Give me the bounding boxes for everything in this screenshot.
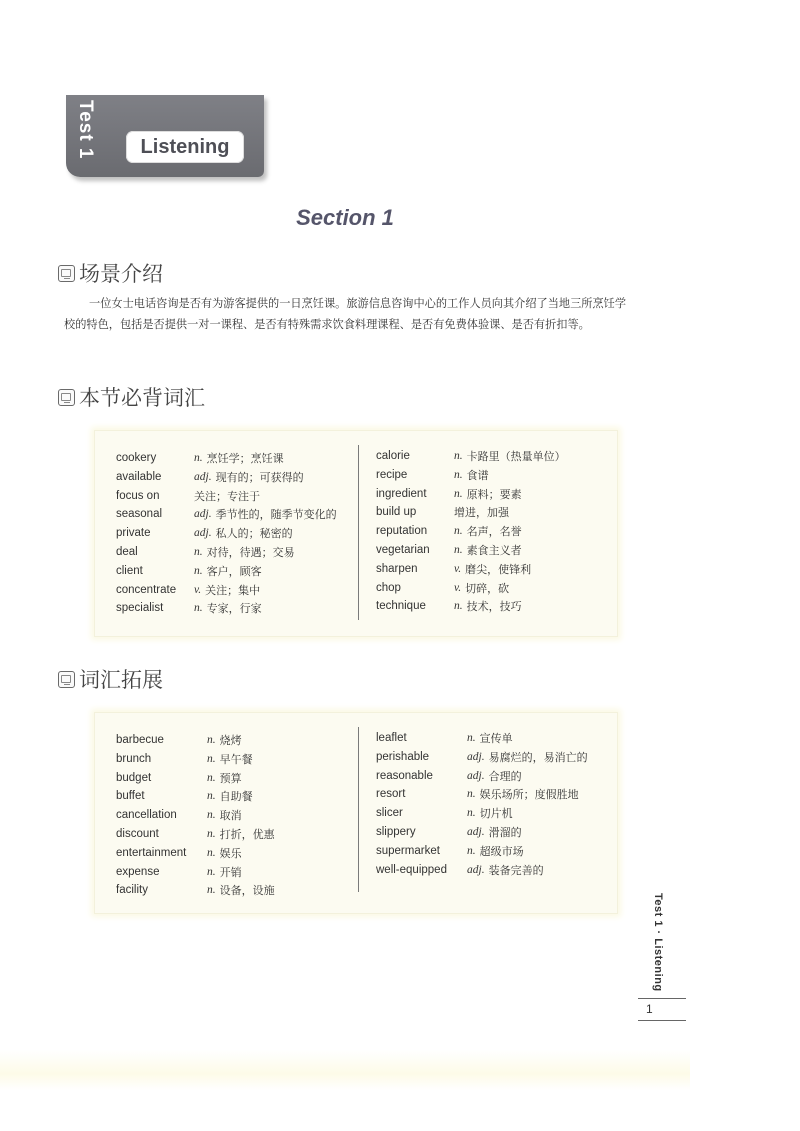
vocab-meaning: 现有的；可获得的 bbox=[215, 470, 304, 484]
vocab-word: seasonal bbox=[116, 508, 163, 521]
book-icon bbox=[58, 389, 75, 406]
vocab-meaning: 滑溜的 bbox=[488, 826, 522, 839]
vocab-definition bbox=[454, 466, 489, 484]
vocab-meaning: 卡路里（热量单位） bbox=[466, 450, 566, 463]
vocab-meaning: 名声，名誉 bbox=[466, 525, 522, 539]
vocab-definition bbox=[207, 844, 242, 862]
page-number-rule bbox=[638, 998, 686, 999]
vocab-meaning: 早午餐 bbox=[219, 752, 253, 766]
core-vocab-heading bbox=[58, 382, 205, 412]
vocab-meaning: 娱乐场所；度假胜地 bbox=[479, 788, 579, 802]
vocab-definition bbox=[467, 804, 513, 822]
vocab-definition bbox=[207, 863, 242, 881]
part-of-speech: adj. bbox=[467, 769, 485, 782]
vocab-definition bbox=[194, 581, 260, 599]
part-of-speech: n. bbox=[454, 450, 463, 462]
vocab-definition bbox=[467, 767, 522, 785]
vocab-word: reputation bbox=[376, 525, 428, 538]
vocab-word: ingredient bbox=[376, 487, 427, 500]
vocab-definition bbox=[207, 731, 242, 749]
vocab-word: deal bbox=[116, 546, 138, 558]
vocab-definition bbox=[207, 750, 253, 768]
part-of-speech: n. bbox=[207, 752, 216, 765]
vocab-word: barbecue bbox=[116, 734, 164, 746]
scene-intro-text: 一位女士电话咨询是否有为游客提供的一日烹饪课。旅游信息咨询中心的工作人员向其介绍了当地三所烹饪学校的特色，包括是否提供一对一课程、是否有特殊需求饮食料理课程、是否有免费体验课、是否有折扣等。 bbox=[64, 297, 627, 331]
document-icon bbox=[58, 265, 75, 282]
part-of-speech: n. bbox=[207, 809, 216, 822]
part-of-speech: n. bbox=[207, 790, 216, 803]
part-of-speech: n. bbox=[207, 828, 216, 840]
vocab-meaning: 预算 bbox=[219, 771, 242, 785]
vocab-meaning: 烹饪学；烹饪课 bbox=[206, 452, 284, 465]
vocab-definition bbox=[467, 729, 513, 747]
vocab-definition bbox=[454, 522, 522, 540]
part-of-speech: n. bbox=[467, 788, 476, 801]
vocab-word: brunch bbox=[116, 752, 152, 765]
part-of-speech: n. bbox=[207, 865, 216, 878]
page-number: 1 bbox=[646, 1002, 653, 1016]
vocab-word: perishable bbox=[376, 750, 430, 763]
vocab-meaning: 原料；要素 bbox=[466, 487, 522, 501]
vocab-word: leaflet bbox=[376, 732, 407, 744]
part-of-speech: n. bbox=[454, 544, 463, 556]
vocab-word: client bbox=[116, 564, 143, 577]
vocab-word: private bbox=[116, 527, 151, 540]
vocab-definition bbox=[207, 769, 242, 787]
column-divider bbox=[358, 445, 359, 620]
vocab-meaning: 开销 bbox=[219, 865, 242, 879]
vocab-definition bbox=[454, 560, 531, 578]
vocab-meaning: 烧烤 bbox=[219, 734, 242, 747]
vocab-definition bbox=[467, 823, 522, 841]
column-divider bbox=[358, 727, 359, 892]
page-bottom-tint bbox=[0, 1050, 690, 1090]
vocab-word: entertainment bbox=[116, 846, 187, 859]
part-of-speech: adj. bbox=[194, 470, 212, 483]
vocab-meaning: 食谱 bbox=[466, 468, 489, 482]
part-of-speech: adj. bbox=[467, 826, 485, 838]
vocab-meaning: 娱乐 bbox=[219, 846, 242, 860]
part-of-speech: n. bbox=[194, 602, 203, 615]
vocab-meaning: 私人的；秘密的 bbox=[215, 527, 293, 541]
vocab-definition bbox=[454, 503, 509, 521]
extended-vocab-box bbox=[94, 712, 618, 914]
part-of-speech: adj. bbox=[467, 750, 485, 763]
part-of-speech: n. bbox=[194, 564, 203, 577]
vocab-word: resort bbox=[376, 788, 406, 801]
vocab-definition bbox=[467, 861, 544, 879]
vocab-word: buffet bbox=[116, 790, 145, 803]
part-of-speech: n. bbox=[194, 546, 203, 558]
vocab-meaning: 设备，设施 bbox=[219, 884, 275, 898]
vocab-word: expense bbox=[116, 865, 160, 878]
vocab-definition bbox=[194, 562, 262, 580]
part-of-speech: n. bbox=[454, 600, 463, 613]
part-of-speech: n. bbox=[194, 452, 203, 464]
vocab-meaning: 超级市场 bbox=[479, 844, 524, 858]
listening-label: Listening bbox=[126, 131, 244, 163]
vocab-meaning: 自助餐 bbox=[219, 790, 253, 804]
page-number-rule bbox=[638, 1020, 686, 1021]
vocab-word: technique bbox=[376, 600, 426, 613]
vocab-meaning: 素食主义者 bbox=[466, 544, 522, 557]
part-of-speech: n. bbox=[207, 734, 216, 746]
vocab-word: chop bbox=[376, 581, 401, 594]
vocab-definition bbox=[194, 468, 304, 486]
scene-heading-text: 场景介绍 bbox=[79, 262, 163, 286]
vocab-definition bbox=[467, 785, 579, 803]
section-title: Section 1 bbox=[296, 205, 394, 230]
vocab-word: focus on bbox=[116, 489, 160, 502]
part-of-speech: v. bbox=[194, 583, 202, 596]
vocab-definition bbox=[194, 524, 293, 542]
scene-heading bbox=[58, 258, 163, 288]
vocab-meaning: 切片机 bbox=[479, 807, 513, 821]
part-of-speech: adj. bbox=[194, 527, 212, 540]
vocab-meaning: 关注；专注于 bbox=[194, 489, 260, 503]
vocab-definition bbox=[207, 881, 275, 899]
vocab-meaning: 打折，优惠 bbox=[219, 828, 275, 841]
vocab-word: supermarket bbox=[376, 844, 440, 857]
vocab-meaning: 对待，待遇；交易 bbox=[206, 546, 295, 559]
vocab-meaning: 切碎，砍 bbox=[465, 581, 510, 595]
part-of-speech: n. bbox=[454, 525, 463, 538]
vocab-meaning: 宣传单 bbox=[479, 732, 513, 745]
vocab-word: cancellation bbox=[116, 809, 177, 822]
part-of-speech: n. bbox=[467, 732, 476, 744]
part-of-speech: v. bbox=[454, 581, 462, 594]
vocab-definition bbox=[454, 485, 522, 503]
vocab-meaning: 易腐烂的，易消亡的 bbox=[488, 750, 588, 764]
vocab-definition bbox=[194, 599, 262, 617]
vocab-word: budget bbox=[116, 771, 152, 784]
vocab-word: specialist bbox=[116, 602, 164, 615]
part-of-speech: n. bbox=[207, 884, 216, 897]
vocab-definition bbox=[194, 487, 260, 505]
vocab-word: cookery bbox=[116, 452, 157, 464]
test-label: Test 1 bbox=[75, 100, 96, 160]
vocab-word: well-equipped bbox=[376, 863, 447, 876]
vocab-meaning: 客户，顾客 bbox=[206, 564, 262, 578]
vocab-word: calorie bbox=[376, 450, 410, 462]
vocab-word: sharpen bbox=[376, 562, 418, 575]
part-of-speech: n. bbox=[207, 771, 216, 784]
vocab-meaning: 专家，行家 bbox=[206, 602, 262, 616]
part-of-speech: adj. bbox=[467, 863, 485, 876]
vocab-definition bbox=[467, 842, 524, 860]
vocab-meaning: 增进，加强 bbox=[454, 506, 509, 520]
vocab-word: discount bbox=[116, 828, 159, 840]
vocab-meaning: 季节性的，随季节变化的 bbox=[215, 508, 337, 522]
part-of-speech: adj. bbox=[194, 508, 212, 521]
vocab-meaning: 取消 bbox=[219, 809, 242, 823]
book-icon bbox=[58, 671, 75, 688]
side-running-label: Test 1 · Listening bbox=[652, 893, 664, 992]
vocab-word: available bbox=[116, 470, 162, 483]
vocab-word: concentrate bbox=[116, 583, 177, 596]
vocab-word: vegetarian bbox=[376, 544, 430, 556]
vocab-definition bbox=[454, 541, 522, 559]
vocab-word: reasonable bbox=[376, 769, 433, 782]
vocab-definition bbox=[454, 579, 509, 597]
vocab-meaning: 合理的 bbox=[488, 769, 522, 783]
vocab-word: recipe bbox=[376, 468, 408, 481]
vocab-definition bbox=[454, 447, 566, 465]
part-of-speech: n. bbox=[467, 807, 476, 820]
extended-vocab-heading bbox=[58, 664, 163, 694]
vocab-word: slicer bbox=[376, 807, 403, 820]
vocab-meaning: 关注；集中 bbox=[205, 583, 261, 597]
part-of-speech: n. bbox=[467, 844, 476, 857]
part-of-speech: n. bbox=[207, 846, 216, 859]
vocab-definition bbox=[467, 748, 588, 766]
vocab-definition bbox=[207, 806, 242, 824]
part-of-speech: n. bbox=[454, 468, 463, 481]
vocab-word: build up bbox=[376, 506, 417, 519]
vocab-meaning: 技术，技巧 bbox=[466, 600, 522, 614]
vocab-definition bbox=[454, 597, 522, 615]
vocab-definition bbox=[194, 543, 295, 561]
vocab-word: slippery bbox=[376, 826, 416, 838]
part-of-speech: v. bbox=[454, 562, 462, 575]
vocab-meaning: 磨尖，使锋利 bbox=[465, 562, 532, 576]
extended-vocab-heading-text: 词汇拓展 bbox=[79, 668, 163, 692]
vocab-definition bbox=[194, 505, 337, 523]
vocab-definition bbox=[207, 825, 275, 843]
core-vocab-heading-text: 本节必背词汇 bbox=[79, 386, 205, 410]
core-vocab-box bbox=[94, 430, 618, 637]
vocab-definition bbox=[194, 449, 284, 467]
vocab-meaning: 装备完善的 bbox=[488, 863, 544, 877]
vocab-word: facility bbox=[116, 884, 148, 897]
part-of-speech: n. bbox=[454, 487, 463, 500]
vocab-definition bbox=[207, 787, 253, 805]
